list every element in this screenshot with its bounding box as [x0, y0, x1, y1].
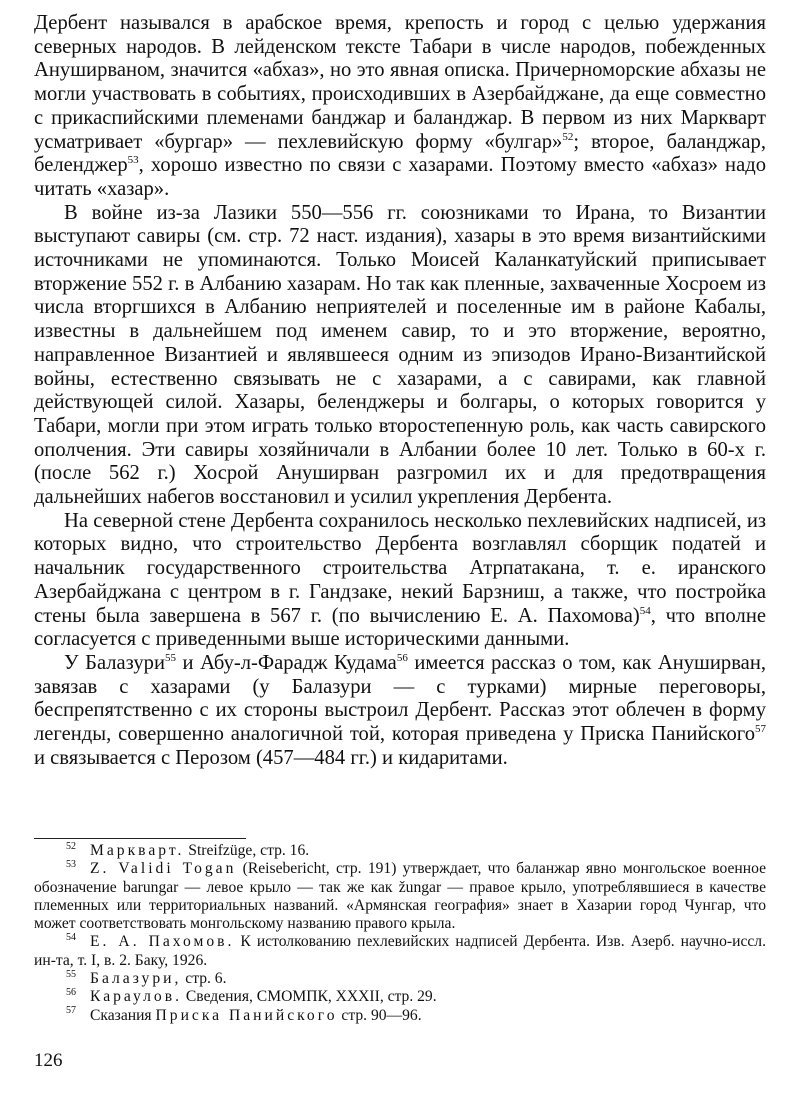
footnote-text: стр. 90—96.	[337, 1006, 422, 1024]
paragraph-4	[34, 652, 766, 771]
footnote-57: 57 Сказания Приска Панийского стр. 90—96.	[66, 1005, 422, 1024]
footnotes	[34, 842, 766, 1025]
footnote-text: Сведения, СМОМПК, XXXII, стр. 29.	[182, 988, 437, 1006]
footnote-ref-54[interactable]: 54	[639, 604, 651, 617]
text-run: В войне из-за Лазики 550—556 гг. союзниками то Ирана, то Византии выступают савиры (см. стр. 72 наст. издания), хазары в это время византийскими источниками не упоминаются. Только Моисей Каланкатуйский приписывает вторжение 552 г. в Албанию хазарам. Но так как пленные, захваченные Хосроем из числа вторгшихся в Албанию неприятелей и поселенные им в районе Кабалы, известны в дальнейшем под именем савир, то и это вторжение, вероятно, направленное Византией и являвшееся одним из эпизодов Ирано-Византийской войны, естественно связывать не с хазарами, а с савирами, как главной действующей силой. Хазары, беленджеры и болгары, о которых говорится у Табари, могли при этом играть только второстепенную роль, как часть савирского ополчения. Эти савиры хозяйничали в Албании более 10 лет. Только в 60-х г. (после 562 г.) Хосрой Ануширван разгромил их и для предотвращения дальнейших набегов восстановил и усилил укрепления Дербента.	[34, 201, 766, 509]
footnote-divider	[34, 838, 246, 839]
footnote-54: 54 Е. А. Пахомов. К истолкованию пехлевийских надписей Дербента. Изв. Азерб. научно-иссл. ин-та, т. I, в. 2. Баку, 1926.	[34, 932, 766, 969]
footnote-ref-57[interactable]: 57	[755, 723, 766, 736]
text-run: На северной стене Дербента сохранилось несколько пехлевийских надписей, из которых видно, что строительство Дербента возглавлял сборщик податей и начальник государственного строительства Атрпатакана, т. е. иранского Азербайджана с центром в г. Гандзаке, некий Барзниш, а также, что постройка стены была завершена в 567 г. (по вычислению Е. А. Пахомова)	[34, 509, 766, 627]
main-text	[34, 12, 766, 771]
text-run: имеется рассказ о том, как Ануширван, завязав с хазарами (у Балазури — с турками) мирные переговоры, беспрепятственно с их стороны выстроил Дербент. Рассказ этот облечен в форму легенды, совершенно аналогичной той, которая приведена у Приска Панийского	[34, 651, 766, 746]
footnote-text: К истолкованию пехлевийских надписей Дербента. Изв. Азерб. научно-иссл. ин-та, т. I, в. 2. Баку, 1926.	[34, 933, 766, 969]
footnote-author: Маркварт.	[90, 842, 185, 859]
footnote-56: 56 Караулов. Сведения, СМОМПК, XXXII, стр. 29.	[66, 987, 437, 1006]
footnote-author: Е. А. Пахомов.	[90, 933, 235, 951]
text-run: У Балазури	[64, 651, 165, 674]
footnote-author: Балазури,	[90, 970, 182, 988]
footnote-52: 52 Маркварт. Streifzüge, стр. 16.	[66, 840, 310, 859]
footnote-55: 55 Балазури, стр. 6.	[66, 968, 227, 988]
footnote-text: Streifzüge, стр. 16.	[184, 842, 310, 859]
footnote-author: Приска Панийского	[155, 1006, 338, 1024]
footnote-text: (Reisebericht, стр. 191) утверждает, что баланжар явно монгольское военное обозначение barungar — левое крыло — так же как žungar — правое крыло, употреблявшиеся в качестве племенных или территориальных названий. «Армянская география» знает в Хазарии город Чунгар, что может соответствовать монгольскому названию правого крыла.	[34, 860, 766, 933]
paragraph-2	[34, 202, 766, 510]
footnote-ref-52[interactable]: 52	[562, 130, 574, 143]
page-number: 126	[34, 1050, 63, 1071]
text-run: , хорошо известно по связи с хазарами. Поэтому вместо «абхаз» надо читать «хазар».	[34, 154, 766, 200]
text-run: ; второе, баланджар, беленджер	[34, 130, 767, 177]
paragraph-3	[34, 510, 766, 652]
text-run: Дербент назывался в арабское время, крепость и город с целью удержания северных народов. В лейденском тексте Табари в числе народов, побежденных Ануширваном, значится «абхаз», но это явная описка. Причерноморские абхазы не могли участвовать в событиях, происходивших в Азербайджане, да еще совместно с прикаспийскими племенами банджар и баланджар. В первом из них Маркварт усматривает «бургар» — пехлевийскую форму «булгар»	[34, 12, 766, 153]
footnote-ref-55[interactable]: 55	[165, 652, 176, 665]
footnote-ref-53[interactable]: 53	[127, 154, 139, 167]
footnote-text: стр. 6.	[181, 970, 227, 988]
footnote-author: Караулов.	[90, 988, 182, 1006]
footnote-text: Сказания	[90, 1006, 156, 1024]
footnote-author: Z. Validi Togan	[90, 860, 237, 878]
paragraph-1	[34, 12, 766, 202]
text-run: и Абу-л-Фарадж Кудама	[176, 651, 397, 674]
footnote-53: 53 Z. Validi Togan (Reisebericht, стр. 191) утверждает, что баланжар явно монгольское военное обозначение barungar — левое крыло — так же как žungar — правое крыло, употреблявшиеся в качестве племенных или территориальных названий. «Армянская география» знает в Хазарии город Чунгар, что может соответствовать монгольскому названию правого крыла.	[34, 859, 766, 933]
text-run: , что вполне согласуется с приведенными выше историческими данными.	[34, 604, 766, 651]
footnote-ref-56[interactable]: 56	[396, 652, 408, 665]
text-run: и связывается с Перозом (457—484 гг.) и кидаритами.	[34, 746, 508, 769]
